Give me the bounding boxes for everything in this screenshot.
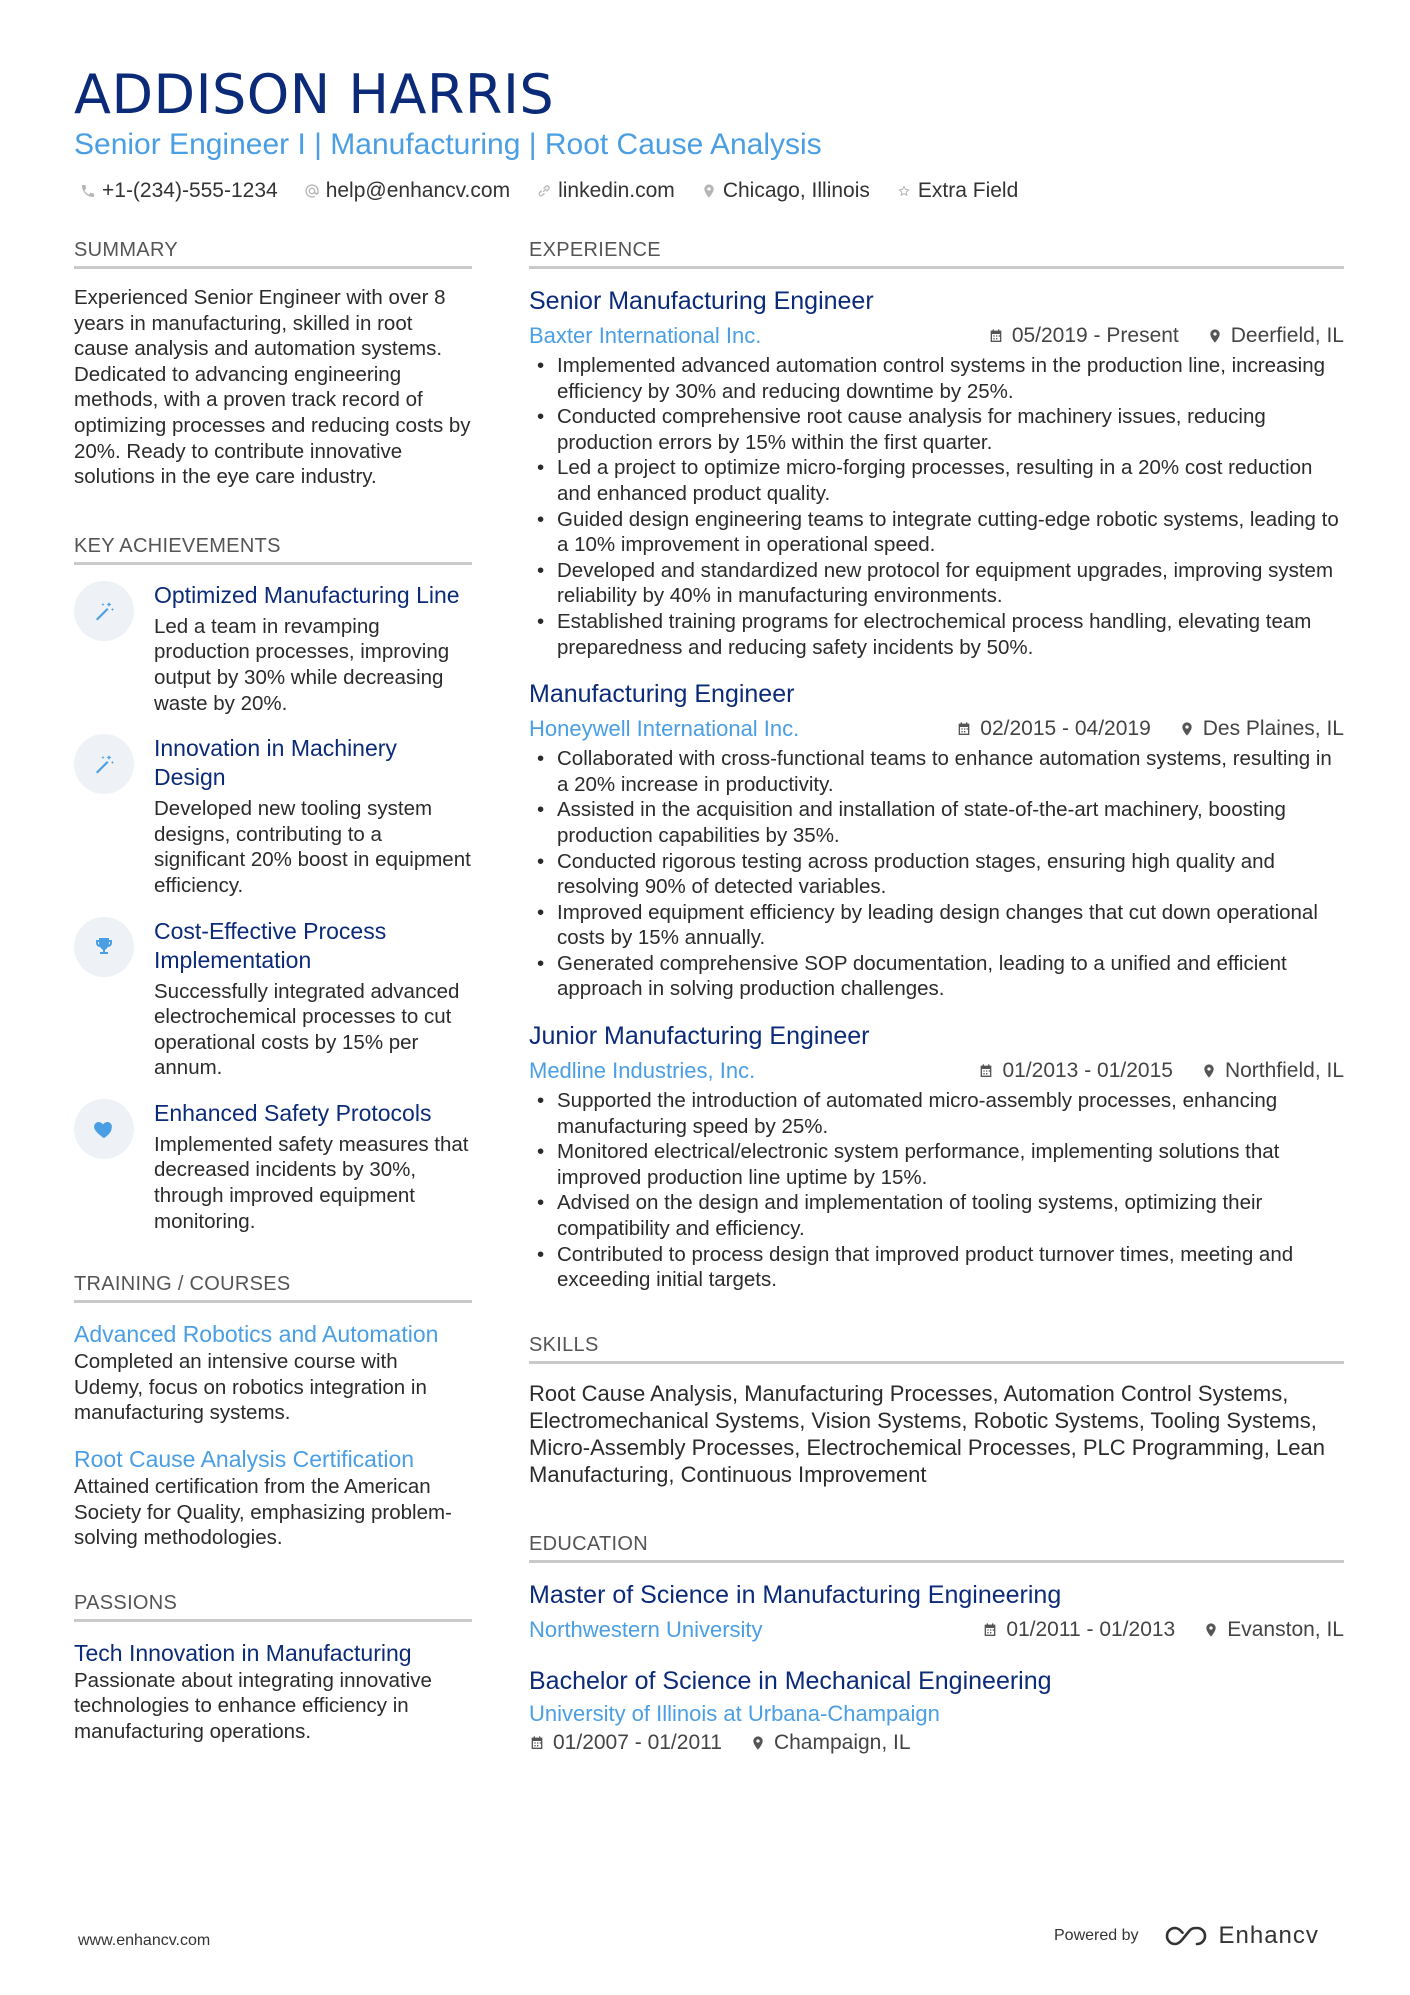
job-bullet: • Advised on the design and implementation of tooling systems, optimizing their compatibility and efficiency.: [557, 1190, 1344, 1241]
job-bullet: • Conducted comprehensive root cause analysis for machinery issues, reducing production errors by 15% within the first quarter.: [557, 404, 1344, 455]
training-item: [74, 1319, 472, 1426]
achievements-heading: KEY ACHIEVEMENTS: [74, 532, 472, 565]
achievement-content: [154, 1099, 472, 1234]
passions-heading: PASSIONS: [74, 1589, 472, 1622]
experience-heading: EXPERIENCE: [529, 236, 1344, 269]
at-icon: [304, 183, 320, 199]
education-location-text: Evanston, IL: [1227, 1617, 1344, 1641]
job-location: [1201, 1059, 1344, 1083]
education-dates: [529, 1731, 722, 1755]
magic-wand-icon: [92, 752, 116, 776]
achievement-badge: [74, 1099, 134, 1159]
passion-title: Tech Innovation in Manufacturing: [74, 1639, 412, 1666]
education-dates: [982, 1618, 1175, 1642]
job-location-text: Northfield, IL: [1224, 1059, 1344, 1083]
education-location: [750, 1731, 911, 1755]
contact-bar: [80, 176, 1018, 206]
training-heading: TRAINING / COURSES: [74, 1270, 472, 1303]
job-bullet: • Improved equipment efficiency by leading design changes that cut down operational costs by 15% annually.: [557, 900, 1344, 951]
job-meta: [529, 1056, 1344, 1086]
job-entry: [529, 1020, 1344, 1293]
job-bullet: • Supported the introduction of automated micro-assembly processes, enhancing manufacturing speed by 25%.: [557, 1088, 1344, 1139]
trophy-icon: [92, 935, 116, 959]
education-section: [529, 1530, 1344, 1755]
job-location: [1179, 717, 1344, 741]
job-dates-text: 01/2013 - 01/2015: [1002, 1059, 1173, 1083]
training-desc: Completed an intensive course with Udemy, focus on robotics integration in manufacturing systems.: [74, 1350, 427, 1425]
achievement-badge: [74, 581, 134, 641]
achievement-badge: [74, 917, 134, 977]
footer-website[interactable]: www.enhancv.com: [78, 1932, 211, 1949]
training-desc: Attained certification from the American Society for Quality, emphasizing problem-solving methodologies.: [74, 1475, 452, 1550]
job-entry: [529, 678, 1344, 1002]
skills-heading: SKILLS: [529, 1331, 1344, 1364]
education-entry: [529, 1665, 1344, 1755]
right-column: [529, 236, 1344, 1755]
job-title: Manufacturing Engineer: [529, 680, 795, 709]
achievement-desc: Led a team in revamping production processes, improving output by 30% while decreasing waste by 20%.: [154, 614, 450, 715]
passion-item: [74, 1638, 472, 1745]
job-meta-right: [956, 717, 1344, 741]
job-company: Medline Industries, Inc.: [529, 1058, 756, 1084]
training-section: [74, 1270, 472, 1551]
job-bullet: • Conducted rigorous testing across production stages, ensuring high quality and resolving 90% of detected variables.: [557, 849, 1344, 900]
job-dates: [978, 1059, 1172, 1083]
achievement-item: [74, 734, 472, 898]
skills-section: [529, 1331, 1344, 1488]
passion-desc: Passionate about integrating innovative technologies to enhance efficiency in manufacturing operations.: [74, 1668, 432, 1743]
contact-location: [701, 176, 870, 206]
footer-branding: [1054, 1922, 1319, 1950]
achievement-item: [74, 917, 472, 1081]
education-meta: [529, 1615, 1344, 1645]
heart-icon: [92, 1117, 116, 1141]
job-bullets: [529, 746, 1344, 1002]
candidate-headline: Senior Engineer I | Manufacturing | Root Cause Analysis: [74, 128, 822, 161]
job-bullet: • Assisted in the acquisition and installation of state-of-the-art machinery, boosting production capabilities by 35%.: [557, 797, 1344, 848]
job-location-text: Des Plaines, IL: [1202, 717, 1344, 741]
location-pin-icon: [701, 183, 717, 199]
job-title: Junior Manufacturing Engineer: [529, 1022, 870, 1051]
job-bullet: • Developed and standardized new protocol for equipment upgrades, improving system reliability by 40% in manufacturing environments.: [557, 558, 1344, 609]
location-pin-icon: [1201, 1063, 1217, 1079]
brand-logo[interactable]: [1163, 1922, 1319, 1950]
location-pin-icon: [1203, 1622, 1219, 1638]
candidate-name: ADDISON HARRIS: [74, 63, 555, 126]
job-dates: [988, 324, 1179, 348]
magic-wand-icon: [92, 599, 116, 623]
contact-email[interactable]: [304, 176, 510, 206]
education-dates-text: 01/2007 - 01/2011: [553, 1730, 722, 1754]
achievement-desc: Implemented safety measures that decreased incidents by 30%, through improved equipment monitoring.: [154, 1132, 469, 1233]
brand-name: Enhancv: [1218, 1922, 1319, 1949]
powered-by-text: Powered by: [1054, 1927, 1139, 1944]
education-meta-right: [529, 1731, 1344, 1755]
job-bullets: [529, 1088, 1344, 1293]
contact-extra: [896, 176, 1018, 206]
job-dates-text: 02/2015 - 04/2019: [980, 717, 1151, 741]
achievement-content: [154, 581, 472, 716]
education-school: University of Illinois at Urbana-Champaign: [529, 1700, 940, 1726]
education-school: Northwestern University: [529, 1616, 763, 1642]
achievement-content: [154, 734, 472, 898]
training-title: Advanced Robotics and Automation: [74, 1321, 439, 1348]
job-meta: [529, 714, 1344, 744]
achievement-title: Optimized Manufacturing Line: [154, 581, 460, 608]
job-entry: [529, 285, 1344, 660]
job-bullet: • Collaborated with cross-functional teams to enhance automation systems, resulting in a 20% increase in productivity.: [557, 746, 1344, 797]
achievement-content: [154, 917, 472, 1081]
job-bullet: • Implemented advanced automation control systems in the production line, increasing efficiency by 30% and reducing downtime by 25%.: [557, 353, 1344, 404]
calendar-icon: [529, 1735, 545, 1751]
job-bullet: • Generated comprehensive SOP documentation, leading to a unified and efficient approach in solving production challenges.: [557, 951, 1344, 1002]
location-pin-icon: [1179, 721, 1195, 737]
job-dates: [956, 717, 1150, 741]
education-meta-right: [982, 1618, 1344, 1642]
job-bullet: • Established training programs for electrochemical process handling, elevating team preparedness and reducing safety incidents by 50%.: [557, 609, 1344, 660]
achievement-desc: Successfully integrated advanced electrochemical processes to cut operational costs by 15% per annum.: [154, 979, 460, 1080]
location-pin-icon: [1207, 328, 1223, 344]
achievement-badge: [74, 734, 134, 794]
job-dates-text: 05/2019 - Present: [1011, 324, 1179, 347]
achievement-title: Enhanced Safety Protocols: [154, 1099, 432, 1126]
education-heading: EDUCATION: [529, 1530, 1344, 1563]
contact-linkedin-text: linkedin.com: [558, 179, 675, 202]
education-degree: Master of Science in Manufacturing Engineering: [529, 1580, 1062, 1609]
job-meta-right: [978, 1059, 1344, 1083]
calendar-icon: [982, 1622, 998, 1638]
education-location-text: Champaign, IL: [773, 1730, 911, 1754]
achievement-title: Cost-Effective Process Implementation: [154, 917, 387, 973]
contact-extra-text: Extra Field: [917, 179, 1019, 202]
achievement-item: [74, 581, 472, 716]
education-degree: Bachelor of Science in Mechanical Engineering: [529, 1666, 1052, 1695]
infinity-logo-icon: [1163, 1923, 1209, 1949]
education-entry: [529, 1579, 1344, 1645]
job-location: [1207, 324, 1344, 348]
star-icon: [896, 183, 912, 199]
job-bullet: • Contributed to process design that improved product turnover times, meeting and exceeding initial targets.: [557, 1242, 1344, 1293]
experience-section: [529, 236, 1344, 1293]
contact-phone-text: +1-(234)-555-1234: [102, 179, 278, 202]
job-bullet: • Led a project to optimize micro-forging processes, resulting in a 20% cost reduction and enhanced product quality.: [557, 455, 1344, 506]
skills-list: Root Cause Analysis, Manufacturing Processes, Automation Control Systems, Electromechanical Systems, Vision Systems, Robotic Systems, Tooling Systems, Micro-Assembly Processes, Electrochemical Processes, PLC Programming, Lean Manufacturing, Continuous Improvement: [529, 1380, 1325, 1487]
achievement-desc: Developed new tooling system designs, contributing to a significant 20% boost in equipment efficiency.: [154, 797, 471, 897]
job-company: Baxter International Inc.: [529, 323, 762, 348]
summary-heading: SUMMARY: [74, 236, 472, 269]
contact-linkedin[interactable]: [536, 176, 675, 206]
achievements-section: [74, 532, 472, 1235]
job-meta-right: [988, 324, 1344, 348]
training-title: Root Cause Analysis Certification: [74, 1446, 415, 1473]
job-location-text: Deerfield, IL: [1230, 324, 1344, 347]
calendar-icon: [956, 721, 972, 737]
job-company: Honeywell International Inc.: [529, 716, 800, 742]
achievement-title: Innovation in Machinery Design: [154, 735, 397, 791]
contact-email-text: help@enhancv.com: [325, 179, 511, 202]
achievement-item: [74, 1099, 472, 1234]
calendar-icon: [978, 1063, 994, 1079]
job-bullet: • Guided design engineering teams to integrate cutting-edge robotic systems, leading to a 10% improvement in operational speed.: [557, 507, 1344, 558]
summary-section: [74, 236, 472, 490]
calendar-icon: [988, 328, 1004, 344]
link-icon: [536, 183, 552, 199]
job-bullets: [529, 353, 1344, 660]
contact-location-text: Chicago, Illinois: [722, 179, 870, 202]
job-bullet: • Monitored electrical/electronic system performance, implementing solutions that improved production line uptime by 15%.: [557, 1139, 1344, 1190]
education-location: [1203, 1618, 1344, 1642]
job-meta: [529, 321, 1344, 351]
training-item: [74, 1444, 472, 1551]
summary-text: Experienced Senior Engineer with over 8 years in manufacturing, skilled in root cause analysis and automation systems. Dedicated to advancing engineering methods, with a proven track record of optimizing processes and reducing costs by 20%. Ready to contribute innovative solutions in the eye care industry.: [74, 286, 471, 489]
contact-phone[interactable]: [80, 176, 278, 206]
job-title: Senior Manufacturing Engineer: [529, 287, 874, 315]
left-column: [74, 236, 472, 1745]
location-pin-icon: [750, 1735, 766, 1751]
passions-section: [74, 1589, 472, 1745]
education-dates-text: 01/2011 - 01/2013: [1006, 1617, 1176, 1641]
phone-icon: [80, 183, 96, 199]
